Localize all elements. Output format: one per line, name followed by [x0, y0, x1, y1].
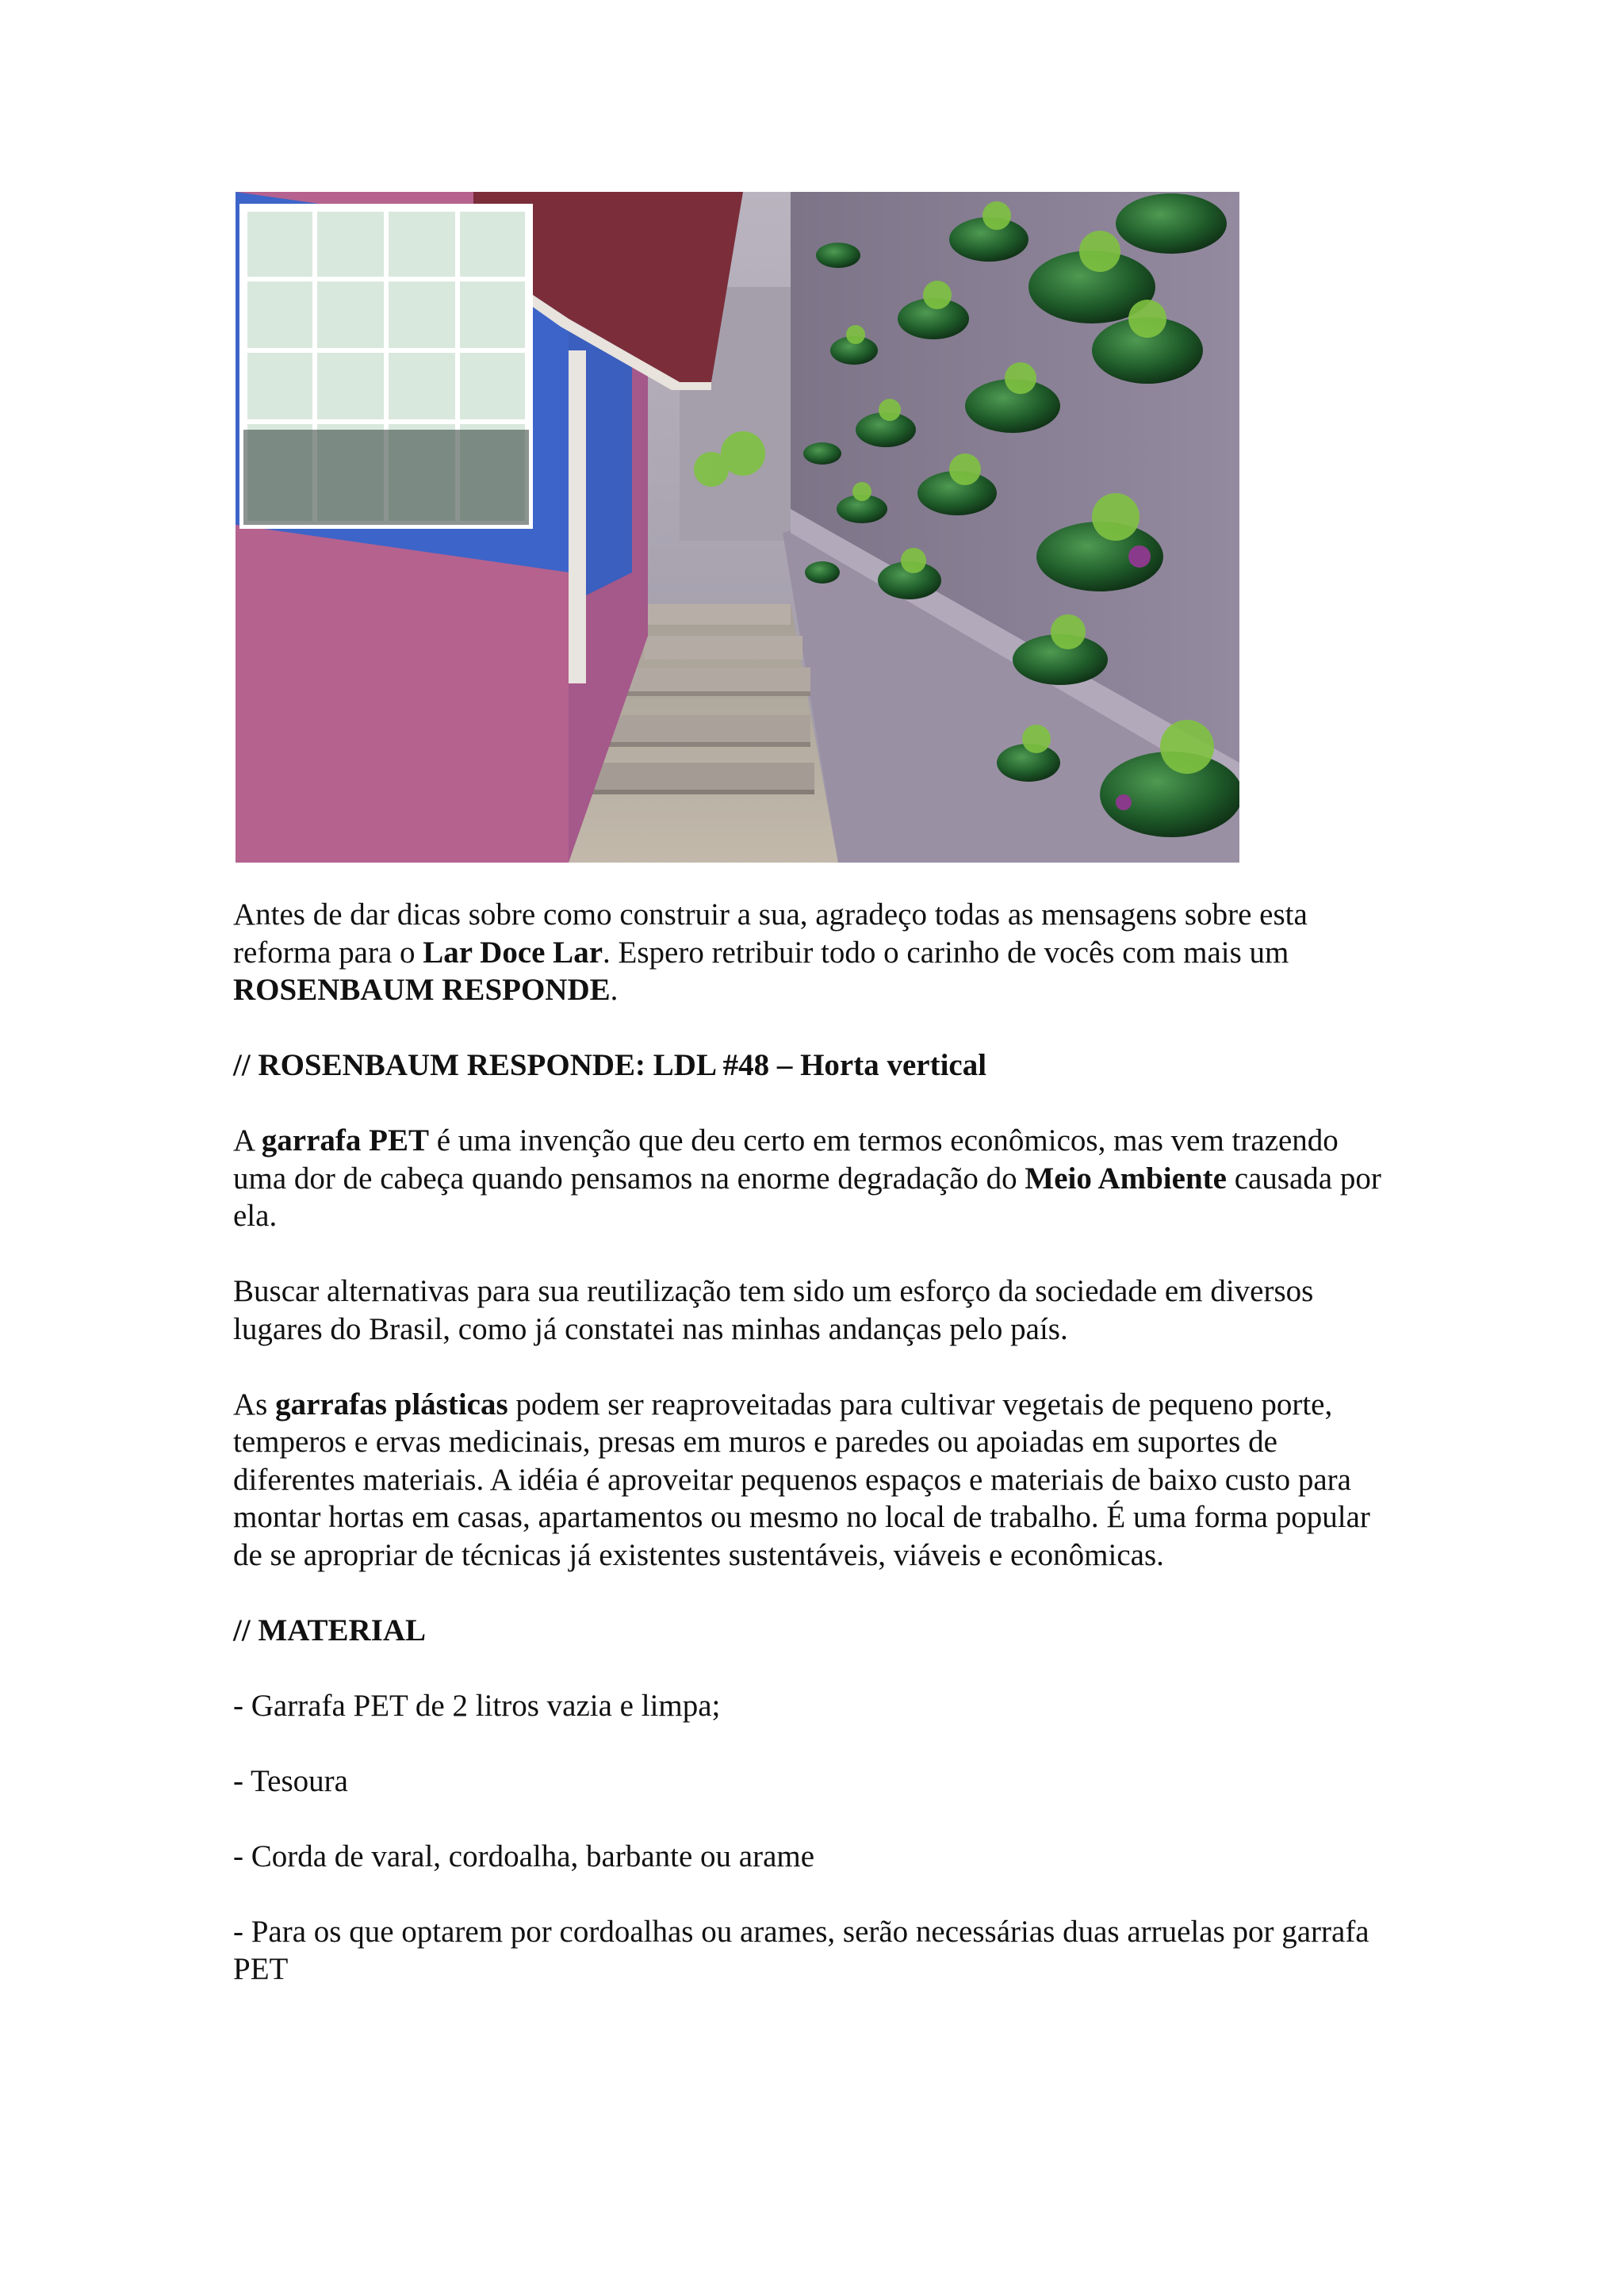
garrafas-paragraph: [233, 1386, 1399, 1575]
material-item: - Tesoura: [233, 1763, 348, 1798]
intro-text: . Espero retribuir todo o carinho de vocês com mais um: [603, 935, 1289, 970]
intro-paragraph: [233, 896, 1399, 1009]
garden-illustration: [236, 192, 1239, 863]
section-heading-horta: [233, 1047, 1399, 1085]
window: [243, 208, 529, 525]
intro-text: Antes de dar dicas sobre como construir a sua, agradeço todas as mensagens sobre esta reforma para o: [233, 897, 1308, 970]
intro-bold-lar-doce-lar: Lar Doce Lar: [423, 935, 603, 970]
vertical-garden-photo: [236, 192, 1239, 863]
pet-text: A: [233, 1123, 262, 1158]
material-item: - Garrafa PET de 2 litros vazia e limpa;: [233, 1688, 721, 1723]
intro-text: .: [610, 973, 619, 1007]
garrafas-text: As: [233, 1387, 276, 1422]
intro-bold-rosenbaum: ROSENBAUM RESPONDE: [233, 973, 611, 1007]
article-body: [233, 896, 1399, 2026]
pet-text: causada por ela.: [233, 1161, 1381, 1233]
garrafas-bold: garrafas plásticas: [275, 1387, 508, 1422]
garrafas-text: podem ser reaproveitadas para cultivar vegetais de pequeno porte, temperos e ervas medicinais, presas em muros e paredes ou apoiadas em suportes de diferentes materiais. A idéia é aproveitar pequenos espaços e materiais de baixo custo para montar hortas em casas, apartamentos ou mesmo no local de trabalho. É uma forma popular de se apropriar de técnicas já existentes sustentáveis, viáveis e econômicas.: [233, 1387, 1370, 1572]
material-item: - Corda de varal, cordoalha, barbante ou arame: [233, 1839, 815, 1873]
pet-bold-meio-ambiente: Meio Ambiente: [1025, 1161, 1227, 1196]
heading-text: // ROSENBAUM RESPONDE: LDL #48 – Horta vertical: [233, 1048, 987, 1082]
buscar-paragraph: Buscar alternativas para sua reutilização tem sido um esforço da sociedade em diversos lugares do Brasil, como já constatei nas minhas andanças pelo país.: [233, 1274, 1314, 1346]
pet-paragraph: [233, 1122, 1399, 1235]
pet-bold-garrafa: garrafa PET: [261, 1123, 429, 1158]
material-item: - Para os que optarem por cordoalhas ou arames, serão necessárias duas arruelas por garrafa PET: [233, 1914, 1369, 1986]
section-heading-material: [233, 1612, 1399, 1650]
heading-text: // MATERIAL: [233, 1613, 427, 1647]
pet-text: é uma invenção que deu certo em termos econômicos, mas vem trazendo uma dor de cabeça quando pensamos na enorme degradação do: [233, 1123, 1339, 1196]
